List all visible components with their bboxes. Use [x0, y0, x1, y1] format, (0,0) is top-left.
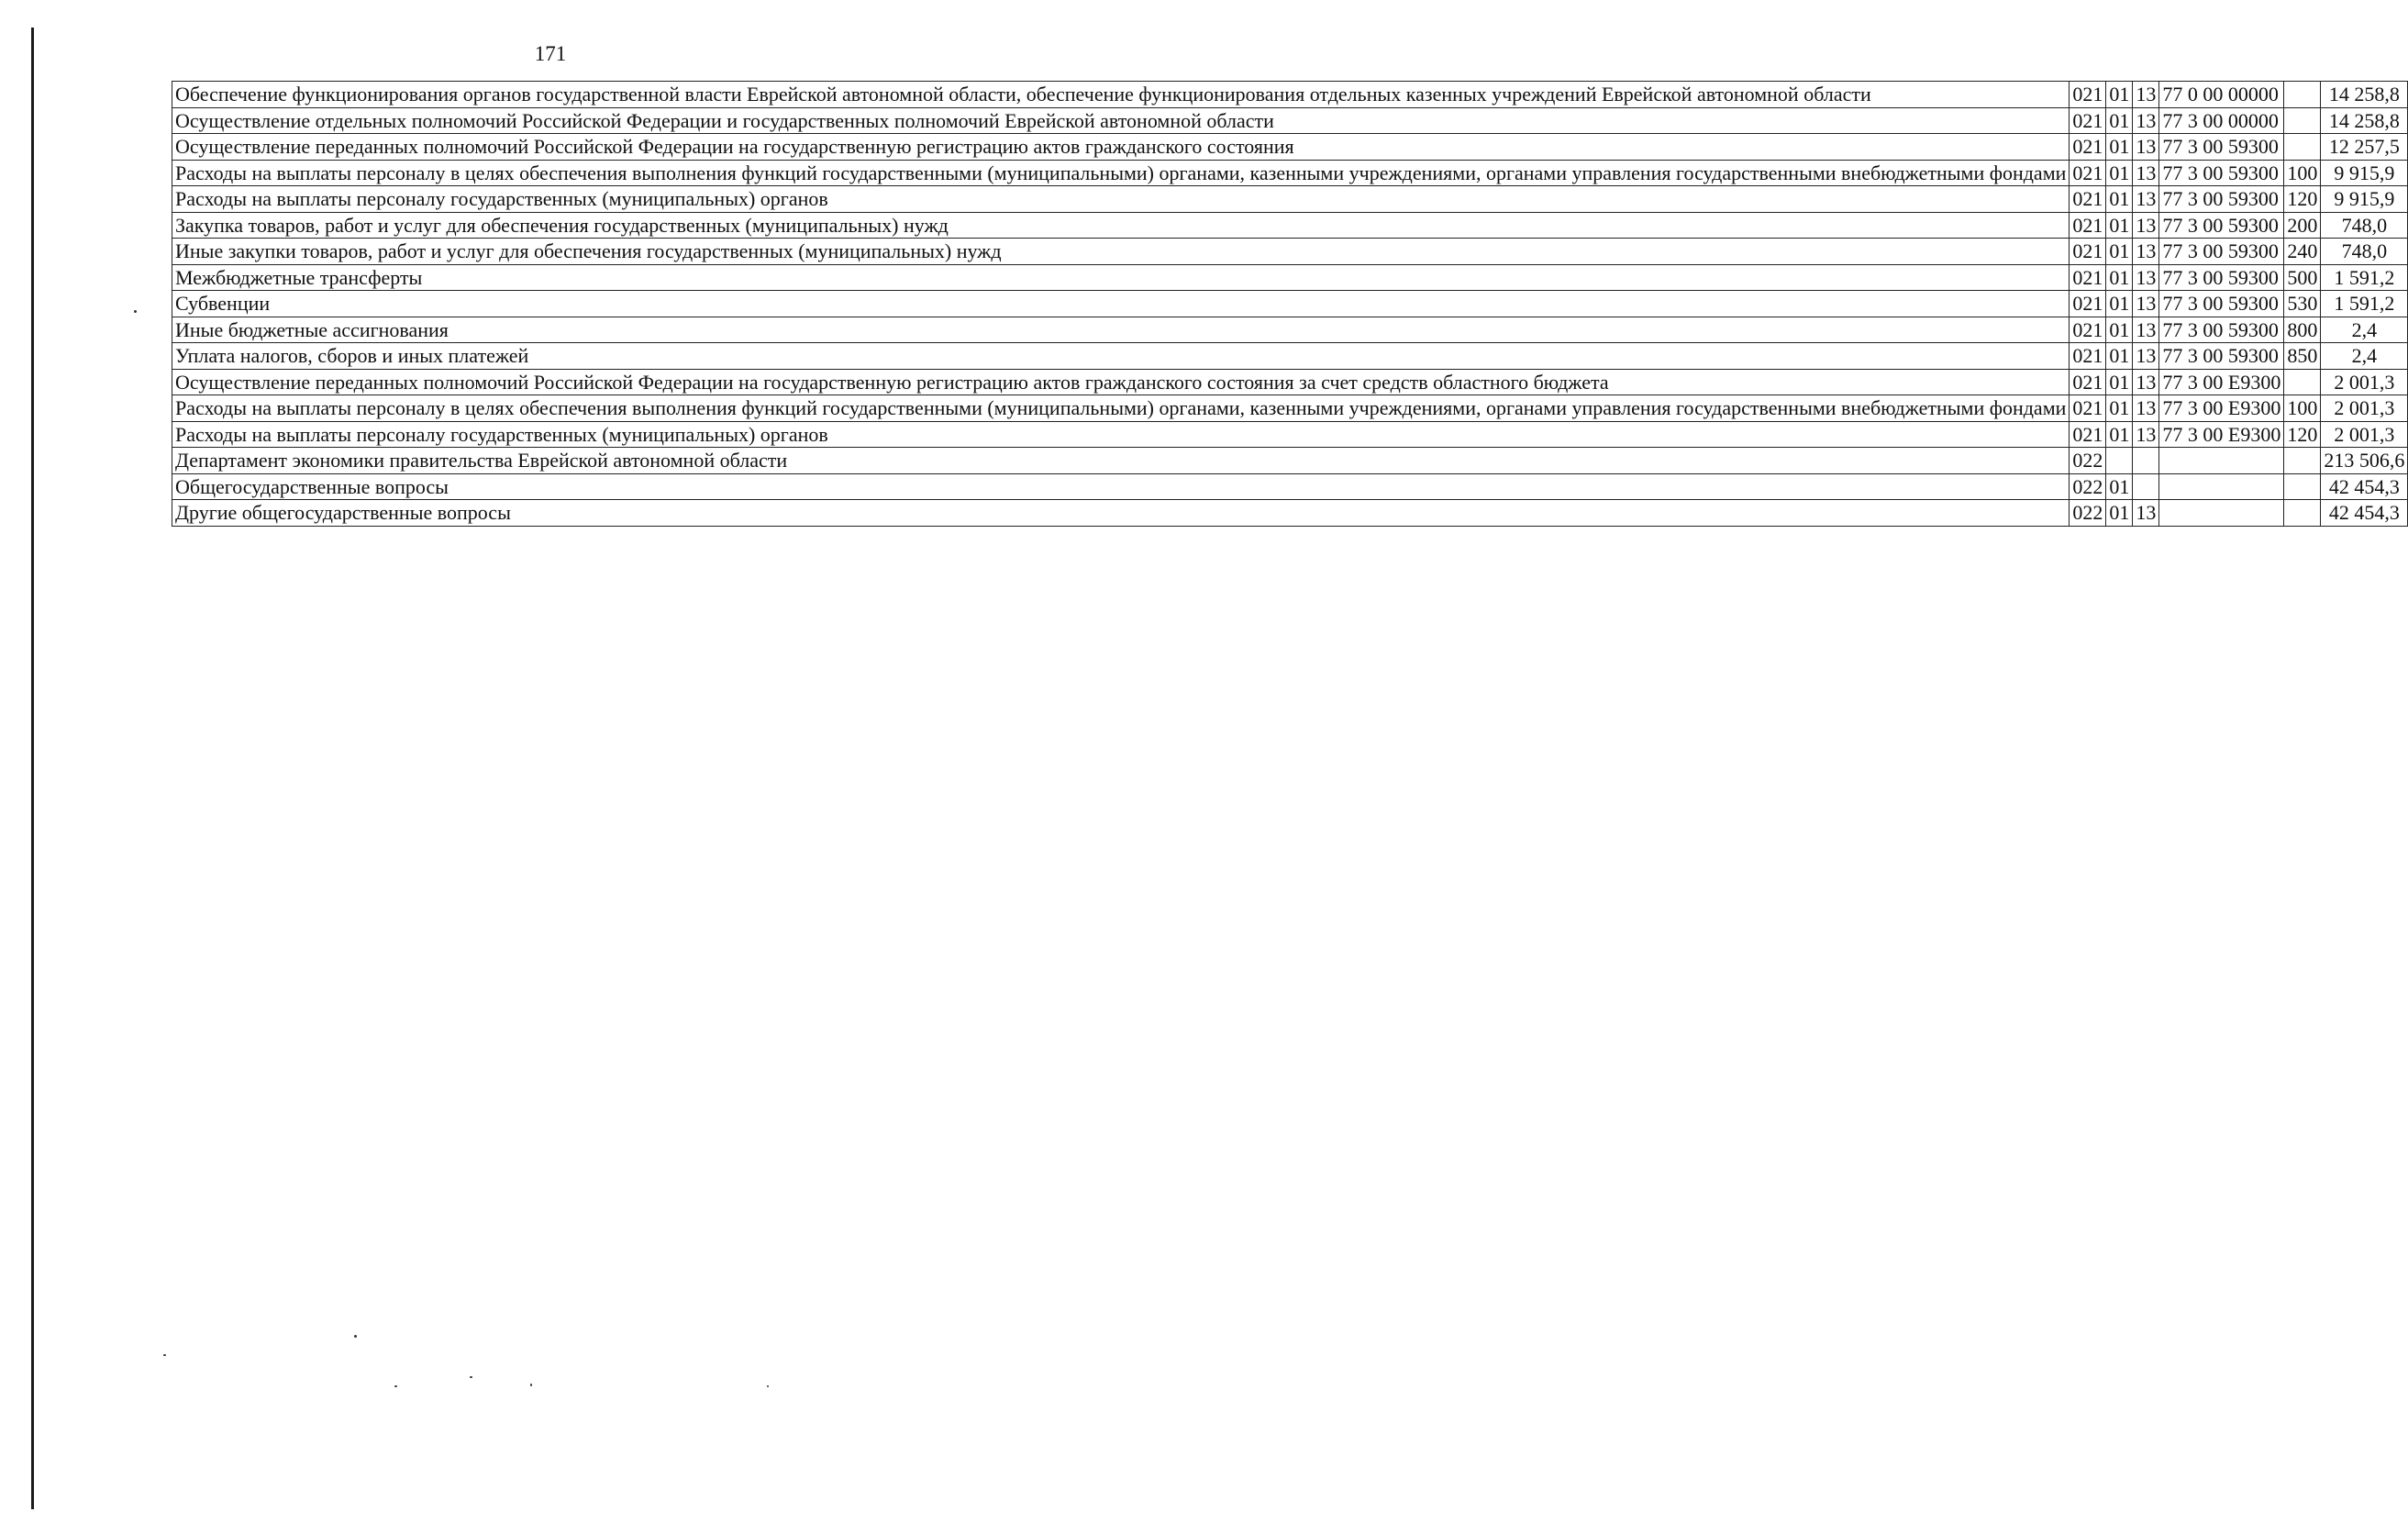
target-article-cell: 77 3 00 Е9300 [2159, 421, 2284, 448]
subsection-code-cell: 13 [2133, 107, 2159, 134]
section-code-cell: 01 [2106, 343, 2133, 370]
item-name-cell: Закупка товаров, работ и услуг для обеспечения государственных (муниципальных) нужд [172, 212, 2070, 239]
section-code-cell: 01 [2106, 239, 2133, 265]
subsection-code-cell [2133, 473, 2159, 500]
ministry-code-cell: 022 [2070, 500, 2106, 527]
amount-cell: 9 915,9 [2321, 160, 2408, 186]
target-article-cell [2159, 500, 2284, 527]
expense-type-cell: 530 [2284, 291, 2321, 317]
table-row [172, 291, 2408, 317]
ministry-code-cell: 021 [2070, 317, 2106, 343]
section-code-cell: 01 [2106, 186, 2133, 213]
subsection-code-cell: 13 [2133, 160, 2159, 186]
target-article-cell: 77 3 00 59300 [2159, 160, 2284, 186]
ministry-code-cell: 021 [2070, 421, 2106, 448]
table-row [172, 395, 2408, 422]
table-row [172, 317, 2408, 343]
amount-cell: 2 001,3 [2321, 395, 2408, 422]
target-article-cell: 77 3 00 59300 [2159, 291, 2284, 317]
scan-speck [134, 310, 137, 313]
subsection-code-cell: 13 [2133, 291, 2159, 317]
ministry-code-cell: 021 [2070, 186, 2106, 213]
subsection-code-cell: 13 [2133, 82, 2159, 108]
subsection-code-cell: 13 [2133, 395, 2159, 422]
table-row [172, 239, 2408, 265]
item-name-cell: Другие общегосударственные вопросы [172, 500, 2070, 527]
table-row [172, 160, 2408, 186]
item-name-cell: Общегосударственные вопросы [172, 473, 2070, 500]
ministry-code-cell: 021 [2070, 134, 2106, 161]
item-name-cell: Осуществление переданных полномочий Российской Федерации на государственную регистрацию актов гражданского состояния [172, 134, 2070, 161]
subsection-code-cell: 13 [2133, 421, 2159, 448]
table-row [172, 212, 2408, 239]
ministry-code-cell: 022 [2070, 473, 2106, 500]
table-row [172, 186, 2408, 213]
target-article-cell: 77 3 00 59300 [2159, 186, 2284, 213]
amount-cell: 1 591,2 [2321, 291, 2408, 317]
table-row [172, 343, 2408, 370]
scan-speck [354, 1335, 357, 1338]
subsection-code-cell: 13 [2133, 264, 2159, 291]
target-article-cell: 77 3 00 59300 [2159, 317, 2284, 343]
amount-cell: 14 258,8 [2321, 82, 2408, 108]
section-code-cell [2106, 448, 2133, 474]
expense-type-cell [2284, 448, 2321, 474]
scan-speck [767, 1385, 769, 1387]
expense-type-cell: 120 [2284, 421, 2321, 448]
amount-cell: 42 454,3 [2321, 473, 2408, 500]
section-code-cell: 01 [2106, 134, 2133, 161]
expense-type-cell [2284, 500, 2321, 527]
section-code-cell: 01 [2106, 212, 2133, 239]
amount-cell: 748,0 [2321, 212, 2408, 239]
amount-cell: 2,4 [2321, 343, 2408, 370]
ministry-code-cell: 021 [2070, 291, 2106, 317]
amount-cell: 1 591,2 [2321, 264, 2408, 291]
expense-type-cell: 100 [2284, 395, 2321, 422]
amount-cell: 2 001,3 [2321, 421, 2408, 448]
section-code-cell: 01 [2106, 395, 2133, 422]
target-article-cell: 77 0 00 00000 [2159, 82, 2284, 108]
ministry-code-cell: 021 [2070, 160, 2106, 186]
section-code-cell: 01 [2106, 369, 2133, 395]
page-number: 171 [534, 42, 567, 65]
section-code-cell: 01 [2106, 317, 2133, 343]
subsection-code-cell: 13 [2133, 317, 2159, 343]
ministry-code-cell: 021 [2070, 239, 2106, 265]
item-name-cell: Расходы на выплаты персоналу в целях обеспечения выполнения функций государственными (муниципальными) органами, казенными учреждениями, органами управления государственными внебюджетными фондами [172, 395, 2070, 422]
amount-cell: 12 257,5 [2321, 134, 2408, 161]
scan-speck [163, 1354, 166, 1356]
table-row [172, 369, 2408, 395]
amount-cell: 748,0 [2321, 239, 2408, 265]
amount-cell: 2,4 [2321, 317, 2408, 343]
subsection-code-cell: 13 [2133, 239, 2159, 265]
scan-speck [394, 1385, 397, 1387]
item-name-cell: Осуществление переданных полномочий Российской Федерации на государственную регистрацию актов гражданского состояния за счет средств областного бюджета [172, 369, 2070, 395]
ministry-code-cell: 021 [2070, 369, 2106, 395]
table-row [172, 421, 2408, 448]
ministry-code-cell: 022 [2070, 448, 2106, 474]
amount-cell: 9 915,9 [2321, 186, 2408, 213]
target-article-cell [2159, 448, 2284, 474]
ministry-code-cell: 021 [2070, 395, 2106, 422]
subsection-code-cell: 13 [2133, 343, 2159, 370]
target-article-cell: 77 3 00 59300 [2159, 264, 2284, 291]
target-article-cell: 77 3 00 59300 [2159, 212, 2284, 239]
section-code-cell: 01 [2106, 473, 2133, 500]
table-row [172, 107, 2408, 134]
target-article-cell: 77 3 00 00000 [2159, 107, 2284, 134]
ministry-code-cell: 021 [2070, 107, 2106, 134]
item-name-cell: Осуществление отдельных полномочий Российской Федерации и государственных полномочий Еврейской автономной области [172, 107, 2070, 134]
item-name-cell: Расходы на выплаты персоналу в целях обеспечения выполнения функций государственными (муниципальными) органами, казенными учреждениями, органами управления государственными внебюджетными фондами [172, 160, 2070, 186]
section-code-cell: 01 [2106, 160, 2133, 186]
item-name-cell: Департамент экономики правительства Еврейской автономной области [172, 448, 2070, 474]
amount-cell: 213 506,6 [2321, 448, 2408, 474]
subsection-code-cell: 13 [2133, 369, 2159, 395]
expense-type-cell: 800 [2284, 317, 2321, 343]
ministry-code-cell: 021 [2070, 343, 2106, 370]
amount-cell: 2 001,3 [2321, 369, 2408, 395]
target-article-cell: 77 3 00 Е9300 [2159, 369, 2284, 395]
target-article-cell: 77 3 00 59300 [2159, 134, 2284, 161]
table-row [172, 448, 2408, 474]
section-code-cell: 01 [2106, 291, 2133, 317]
table-row [172, 473, 2408, 500]
target-article-cell: 77 3 00 Е9300 [2159, 395, 2284, 422]
section-code-cell: 01 [2106, 82, 2133, 108]
target-article-cell: 77 3 00 59300 [2159, 343, 2284, 370]
item-name-cell: Обеспечение функционирования органов государственной власти Еврейской автономной области, обеспечение функционирования отдельных казенных учреждений Еврейской автономной области [172, 82, 2070, 108]
item-name-cell: Межбюджетные трансферты [172, 264, 2070, 291]
subsection-code-cell: 13 [2133, 186, 2159, 213]
scan-speck [530, 1384, 532, 1386]
target-article-cell [2159, 473, 2284, 500]
ministry-code-cell: 021 [2070, 82, 2106, 108]
subsection-code-cell: 13 [2133, 500, 2159, 527]
subsection-code-cell: 13 [2133, 212, 2159, 239]
expense-type-cell: 120 [2284, 186, 2321, 213]
ministry-code-cell: 021 [2070, 212, 2106, 239]
subsection-code-cell: 13 [2133, 134, 2159, 161]
expense-type-cell [2284, 82, 2321, 108]
expense-type-cell: 100 [2284, 160, 2321, 186]
expense-type-cell [2284, 369, 2321, 395]
amount-cell: 14 258,8 [2321, 107, 2408, 134]
ministry-code-cell: 021 [2070, 264, 2106, 291]
table-row [172, 82, 2408, 108]
section-code-cell: 01 [2106, 421, 2133, 448]
scan-edge-line [31, 28, 34, 1509]
table-row [172, 134, 2408, 161]
expense-type-cell [2284, 473, 2321, 500]
section-code-cell: 01 [2106, 107, 2133, 134]
expense-type-cell: 200 [2284, 212, 2321, 239]
expense-type-cell: 850 [2284, 343, 2321, 370]
item-name-cell: Уплата налогов, сборов и иных платежей [172, 343, 2070, 370]
section-code-cell: 01 [2106, 264, 2133, 291]
item-name-cell: Расходы на выплаты персоналу государственных (муниципальных) органов [172, 186, 2070, 213]
budget-table [172, 81, 2408, 527]
item-name-cell: Иные бюджетные ассигнования [172, 317, 2070, 343]
expense-type-cell [2284, 134, 2321, 161]
scan-speck [470, 1376, 472, 1378]
item-name-cell: Субвенции [172, 291, 2070, 317]
expense-type-cell [2284, 107, 2321, 134]
item-name-cell: Расходы на выплаты персоналу государственных (муниципальных) органов [172, 421, 2070, 448]
amount-cell: 42 454,3 [2321, 500, 2408, 527]
target-article-cell: 77 3 00 59300 [2159, 239, 2284, 265]
table-row [172, 500, 2408, 527]
item-name-cell: Иные закупки товаров, работ и услуг для обеспечения государственных (муниципальных) нужд [172, 239, 2070, 265]
expense-type-cell: 240 [2284, 239, 2321, 265]
subsection-code-cell [2133, 448, 2159, 474]
section-code-cell: 01 [2106, 500, 2133, 527]
expense-type-cell: 500 [2284, 264, 2321, 291]
table-row [172, 264, 2408, 291]
